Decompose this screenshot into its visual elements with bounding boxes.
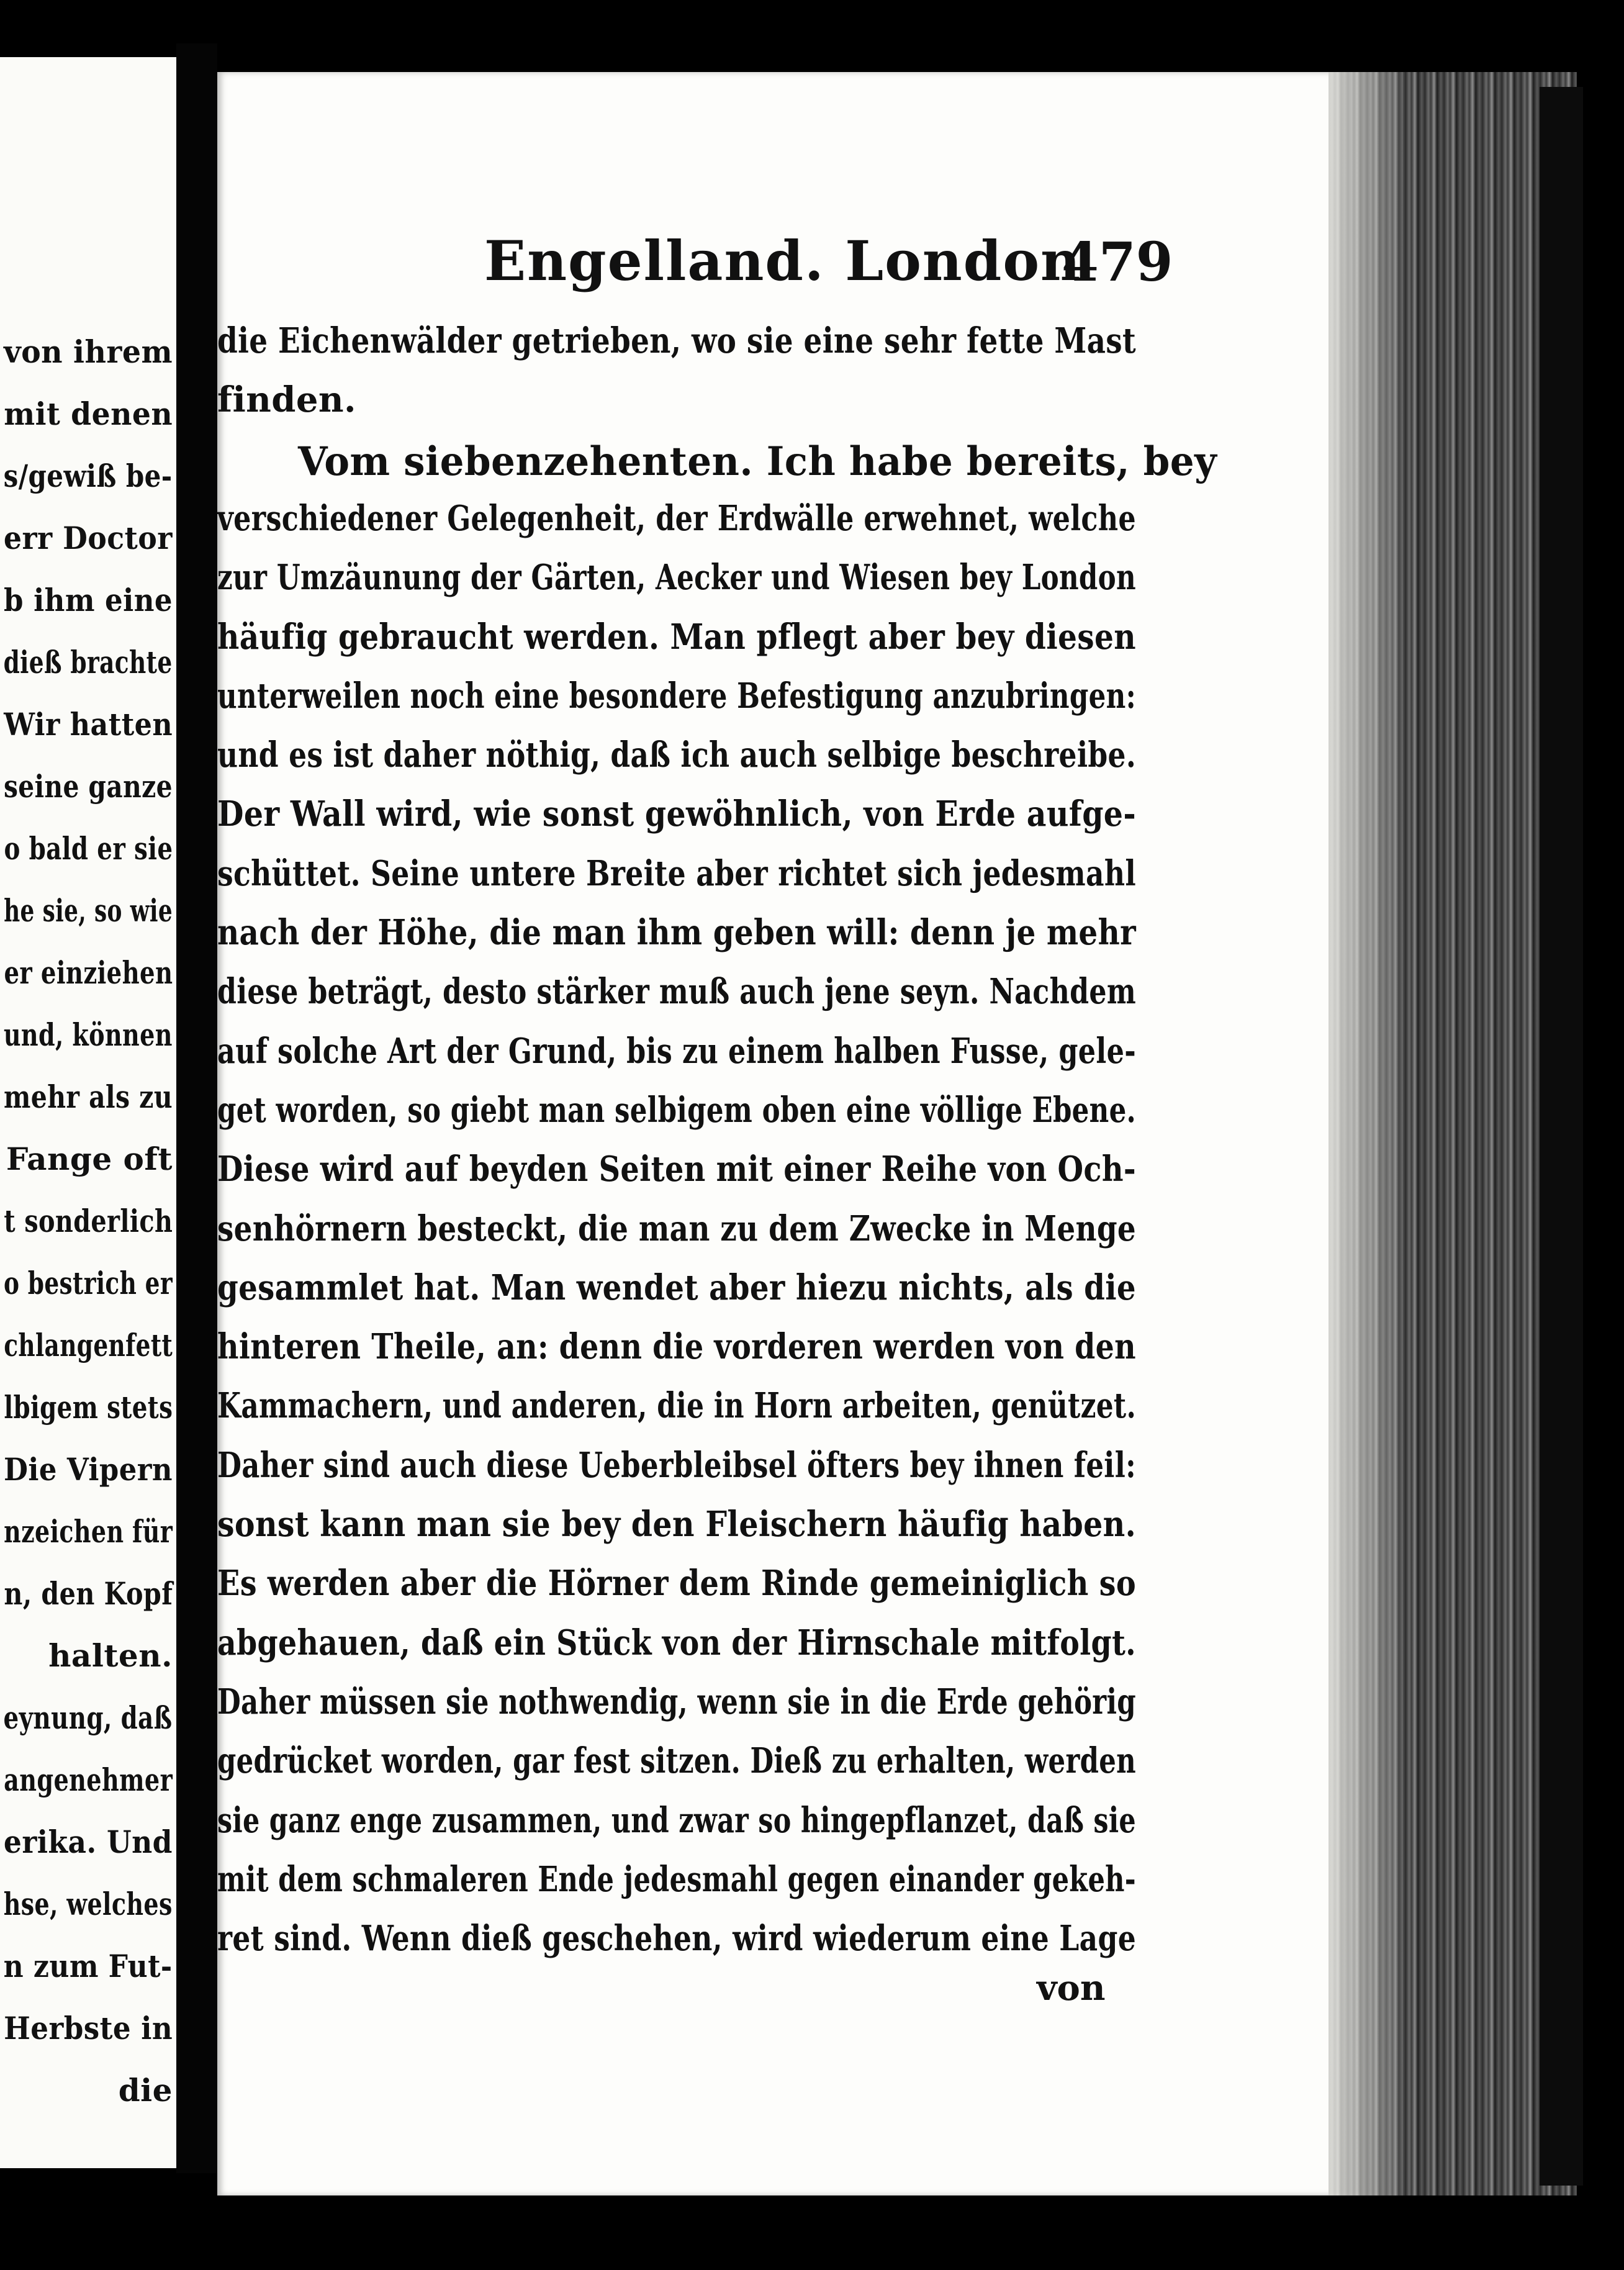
page-edge-highlight — [1329, 72, 1403, 2195]
body-line: Es werden aber die Hörner dem Rinde gemeiniglich so — [217, 1563, 1136, 1604]
body-line: senhörnern besteckt, die man zu dem Zwecke in Menge — [217, 1208, 1136, 1249]
body-line: Daher müssen sie nothwendig, wenn sie in die Erde gehörig — [217, 1681, 1136, 1722]
body-line: die Eichenwälder getrieben, wo sie eine sehr fette Mast — [217, 320, 1136, 361]
left-page-line: b ihm eine — [4, 582, 173, 618]
left-page-line: seine ganze — [4, 768, 173, 805]
body-line: und es ist daher nöthig, daß ich auch selbige beschreibe. — [217, 735, 1136, 776]
left-page-line: erika. Und — [4, 1824, 173, 1860]
left-page-line: n, den Kopf — [4, 1575, 173, 1612]
left-page-line: die — [118, 2072, 173, 2109]
body-line: sonst kann man sie bey den Fleischern häufig haben. — [217, 1504, 1136, 1545]
left-page-line: Die Vipern — [4, 1451, 173, 1488]
left-page-line: eynung, daß — [4, 1699, 173, 1736]
left-page-line: er einziehen — [4, 954, 173, 991]
running-title: Engelland. London — [484, 228, 1081, 293]
left-page-line: o bald er sie — [4, 830, 173, 867]
left-page-line: o bestrich er — [4, 1265, 173, 1301]
book-cover-edge — [1540, 87, 1583, 2186]
page-body-text — [217, 72, 1347, 2195]
section-heading-line: Vom siebenzehenten. Ich habe bereits, bey — [298, 438, 1217, 485]
left-page-line: dieß brachte — [4, 644, 173, 681]
left-page-line: hse, welches — [4, 1886, 173, 1922]
body-line: Der Wall wird, wie sonst gewöhnlich, von Erde aufge- — [217, 794, 1136, 834]
left-page-line: nzeichen für — [4, 1513, 173, 1550]
body-line: sie ganz enge zusammen, und zwar so hingepflanzet, daß sie — [217, 1800, 1136, 1841]
left-page-line: mit denen — [4, 396, 173, 432]
page-number: 479 — [1062, 231, 1173, 294]
left-page-line: halten. — [48, 1637, 173, 1674]
body-line: get worden, so giebt man selbigem oben eine völlige Ebene. — [217, 1090, 1136, 1131]
body-line: hinteren Theile, an: denn die vorderen werden von den — [217, 1326, 1136, 1367]
body-line: Diese wird auf beyden Seiten mit einer Reihe von Och- — [217, 1149, 1136, 1190]
body-line: mit dem schmaleren Ende jedesmahl gegen einander gekeh- — [217, 1859, 1136, 1900]
body-line: diese beträgt, desto stärker muß auch jene seyn. Nachdem — [217, 971, 1136, 1012]
left-page-line: t sonderlich — [4, 1203, 173, 1239]
body-line: ret sind. Wenn dieß geschehen, wird wiederum eine Lage — [217, 1918, 1136, 1959]
body-line: finden. — [217, 379, 356, 420]
left-page-line: he sie, so wie — [4, 892, 173, 929]
left-page-line: err Doctor — [4, 520, 173, 556]
left-page-line: mehr als zu — [4, 1078, 173, 1115]
right-page — [217, 72, 1347, 2195]
body-line: auf solche Art der Grund, bis zu einem halben Fusse, gele- — [217, 1031, 1136, 1072]
left-page-line: und, können — [4, 1016, 173, 1053]
body-line: gedrücket worden, gar fest sitzen. Dieß zu erhalten, werden — [217, 1740, 1136, 1781]
body-line: häufig gebraucht werden. Man pflegt aber bey diesen — [217, 617, 1136, 658]
body-line: gesammlet hat. Man wendet aber hiezu nichts, als die — [217, 1267, 1136, 1308]
left-page-line: n zum Fut- — [4, 1948, 173, 1984]
body-line: unterweilen noch eine besondere Befestigung anzubringen: — [217, 676, 1136, 717]
body-line: schüttet. Seine untere Breite aber richtet sich jedesmahl — [217, 853, 1136, 894]
body-line: Daher sind auch diese Ueberbleibsel öfters bey ihnen feil: — [217, 1445, 1136, 1486]
left-page-line: Herbste in — [4, 2010, 173, 2046]
body-line: Kammachern, und anderen, die in Horn arbeiten, genützet. — [217, 1385, 1136, 1426]
left-page-fragment — [0, 57, 176, 2168]
left-page-line: angenehmer — [4, 1761, 173, 1798]
catchword: von — [1037, 1968, 1106, 2009]
body-line: zur Umzäunung der Gärten, Aecker und Wiesen bey London — [217, 557, 1136, 598]
body-line: nach der Höhe, die man ihm geben will: denn je mehr — [217, 912, 1136, 953]
left-page-line: lbigem stets — [4, 1389, 173, 1426]
left-page-line: Wir hatten — [4, 706, 173, 743]
body-line: abgehauen, daß ein Stück von der Hirnschale mitfolgt. — [217, 1622, 1136, 1663]
book-gutter — [176, 43, 217, 2173]
left-page-line: Fange oft — [6, 1141, 173, 1177]
body-line: verschiedener Gelegenheit, der Erdwälle erwehnet, welche — [217, 498, 1136, 539]
left-page-line: chlangenfett — [4, 1327, 173, 1363]
left-page-line: s/gewiß be- — [4, 458, 173, 494]
left-page-line: von ihrem — [4, 333, 173, 370]
